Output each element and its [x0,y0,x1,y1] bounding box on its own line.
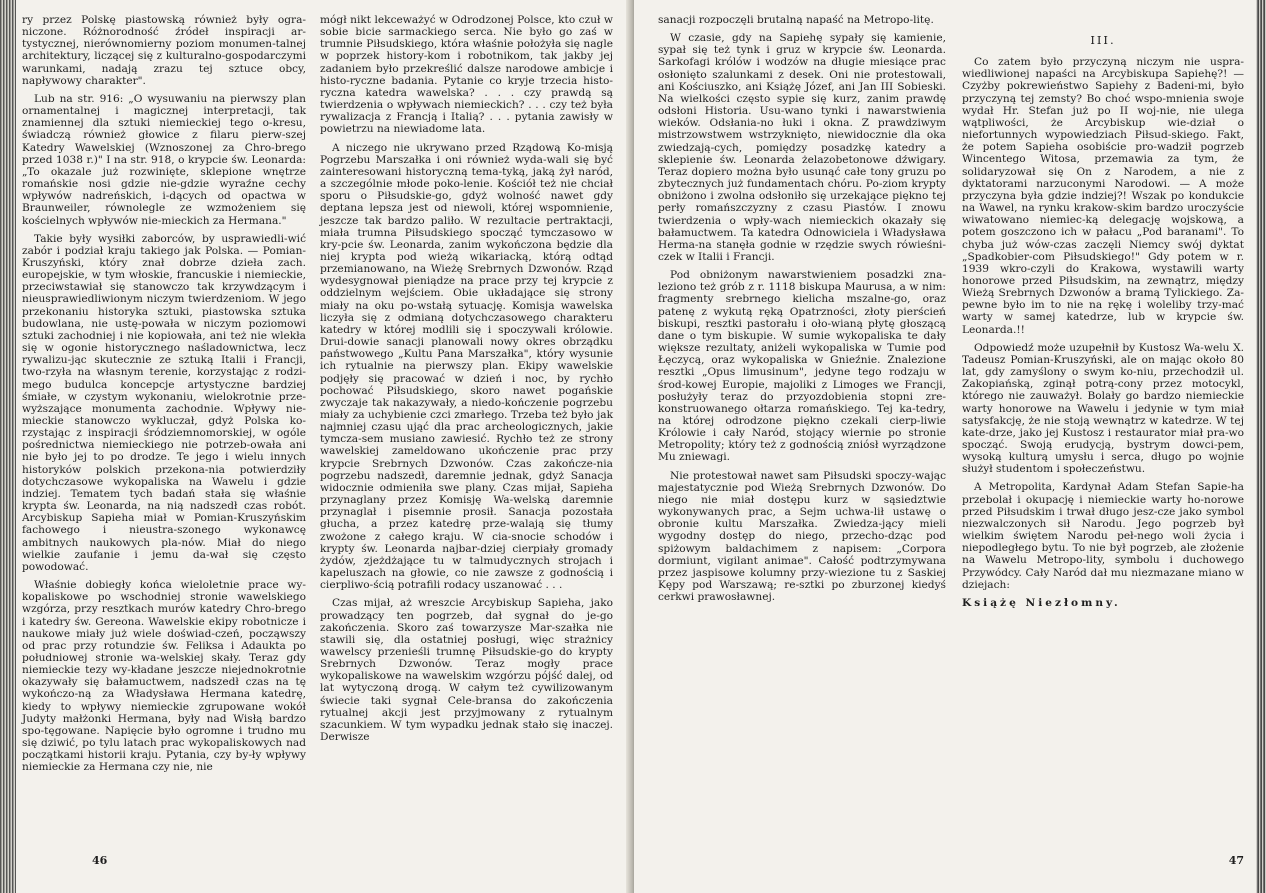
paragraph: W czasie, gdy na Sapiehę sypały się kamienie, sypał się też tynk i gruz w krypcie św. Leonarda. Sarkofagi królów i wodzów na długie miesiące prac osłonięto szalunkami z desek. Oni nie protestowali, ani Kościuszko, ani Książę Józef, ani Jan III Sobieski. Na wielkości często sypie się kurz, zanim prawdę odsłoni Historia. Usu-wano tynki i nawarstwienia wieków. Odsłania-no łuki i okna. Z prawdziwym mistrzowstwem wstrzyknięto, niewidocznie dla oka zwiedzają-cych, pomiędzy posadzkę katedry a sklepienie św. Leonarda żelazobetonowe dźwigary. Teraz dopiero można było usunąć całe tony gruzu po zbytecznych już fundamentach chóru. Po-ziom krypty obniżono i zwolna odsłoniło się urzekające piękno tej perły romańszczyzny z czasu Piastów. I znowu twierdzenia o wpły-wach niemieckich okazały się bałamuctwem. Ta katedra Odnowiciela i Władysława Herma-na stanęła godnie w rzędzie swych rówieśni-czek w Italii i Francji. [658,32,946,263]
paragraph: Nie protestował nawet sam Piłsudski spoczy-wając majestatycznie pod Wieżą Srebrnych Dzwonów. Do niego nie miał dostępu kurz w sąsiedztwie wykonywanych prac, a Sejm uchwa-lił ustawę o obronie kultu Marszałka. Zwiedza-jący mieli wygodny dostęp do niego, przecho-dząc pod spiżowym baldachimem z napisem: „Corpora dormiunt, vigilant animae". Całość podtrzymywana przez jaspisowe kolumny przy-wiezione tu z Saskiej Kępy pod Warszawą; re-sztki po zburzonej kiedyś cerkwi prawosławnej. [658,469,946,604]
paragraph: Takie były wysiłki zaborców, by usprawiedli-wić zabór i podział kraju takiego jak Polska. — Pomian-Kruszyński, który znał dobrze dzieła zach. europejskie, w tym włoskie, francuskie i niemieckie, przeciwstawiał się stanowczo tak krzywdzącym i nieusprawiedliwionym niczym twierdzeniom. W jego przekonaniu historyka sztuki, piastowska sztuka budowlana, nie ustę-powała w niczym poziomowi sztuki zachodniej i nie kopiowała, ani też nie wlekła się w ogonie historycznego naśladownictwa, lecz rywalizu-jąc skutecznie ze sztuką Italii i Francji, two-rzyła na własnym terenie, korzystając z rodzi-mego budulca koncepcje artystyczne bardziej śmiałe, w czystym wykonaniu, wielokrotnie prze-wyższające monumenta zachodnie. Wpływy nie-mieckie stanowczo wykluczał, gdyż Polska ko-rzystając z inspiracji śródziemnomorskiej, w ogóle pośrednictwa niemieckiego nie potrzeb-owała ani nie było jej to po drodze. Te jego i wielu innych historyków polskich przekona-nia potwierdziły dotychczasowe wykopaliska na Wawelu i gdzie indziej. Tematem tych badań stała się właśnie krypta św. Leonarda, na nią nadszedł czas robót. Arcybiskup Sapieha miał w Pomian-Kruszyńskim fachowego i nieustra-szonego wykonawcę ambitnych naukowych pla-nów. Miał do niego wielkie zaufanie i jemu da-wał się często powodować. [22,232,306,573]
right-page-column-1 [658,14,946,603]
left-page-column-1 [22,14,306,774]
paragraph: A Metropolita, Kardynał Adam Stefan Sapie-ha przebolał i okupację i niemieckie warty ho-norowe przed Piłsudskim i trwał długo jesz-cze jako symbol niezwalczonych sił Narodu. Jego pogrzeb był wielkim świętem Narodu peł-nego woli życia i niepodległego bytu. To nie był pogrzeb, ale złożenie na Wawelu Metropo-lity, symbolu i duchowego Przywódcy. Cały Naród dał mu niezmazane miano w dziejach: [962,481,1244,591]
paragraph: Odpowiedź może uzupełnił by Kustosz Wa-welu X. Tadeusz Pomian-Kruszyński, ale on mając około 80 lat, gdy zamyślony o swym ko-niu, przechodził ul. Zakopiańską, zginął potrą-cony przez motocykl, którego nie zauważył. Bolały go bardzo niemieckie warty honorowe na Wawelu i jedynie w tym miał satysfakcję, że nie stoją wewnątrz w katedrze. W tej kate-drze, jako jej Kustosz i restaurator miał pra-wo spocząć. Swoją erudycją, bystrym dowci-pem, wysoką kulturą umysłu i serca, długo po wojnie służył studentom i społeczeństwu. [962,341,1244,476]
page-number-left: 46 [92,854,108,867]
paragraph: Czas mijał, aż wreszcie Arcybiskup Sapieha, jako prowadzący ten pogrzeb, dał sygnał do je-go zakończenia. Skoro zaś towarzysze Mar-szałka nie stawili się, dla ostatniej posługi, więc strażnicy wawelscy przenieśli trumnę Piłsudskie-go do krypty Srebrnych Dzwonów. Teraz mogły prace wykopaliskowe na wawelskim wzgórzu pójść dalej, od lat wytyczoną drogą. W całym też cywilizowanym świecie taki sygnał Cele-bransa do zakończenia rytualnej akcji jest przyjmowany z rytualnym szacunkiem. W tym wypadku jednak stało się inaczej. Derwisze [320,597,613,744]
paragraph: sanacji rozpoczęli brutalną napaść na Metropo-litę. [658,14,934,26]
right-page [634,0,1266,893]
paragraph: Co zatem było przyczyną niczym nie uspra-wiedliwionej napaści na Arcybiskupa Sapiehę?! — Czyżby pokrewieństwo Sapiehy z Badeni-mi, było przyczyną tej zemsty? Bo choć wspo-mnienia swoje wydał Hr. Stefan już po II woj-nie, nie ulega wątpliwości, że Arcybiskup wie-dział o niefortunnych wypowiedziach Piłsud-skiego. Fakt, że potem Sapieha osobiście pro-wadził pogrzeb Wincentego Witosa, przemawia za tym, że solidaryzował się On z Narodem, a nie z dyktatorami narzuconymi Narodowi. — A może przyczyna była gdzie indziej?! Wszak po kondukcie na Wawel, na rynku krakow-skim bardzo uroczyście wiwatowano niemiec-ką delegację wojskową, a potem goszczono ich w pałacu „Pod baranami". To chyba już wów-czas zaczęli Niemcy swój dyktat „Spadkobier-com Piłsudskiego!" Gdy potem w r. 1939 wkro-czyli do Krakowa, wystawili warty honorowe przed Piłsudskim, na zewnątrz, między Wieżą Srebrnych Dzwonów a bramą Tylickiego. Za-pewne było im to nie na rękę i woleliby trzy-mać warty w samej katedrze, lub w krypcie św. Leonarda.!! [962,56,1244,336]
page-number-right: 47 [1228,854,1244,867]
paragraph: A niczego nie ukrywano przed Rządową Ko-misją Pogrzebu Marszałka i oni również wyda-wali się być zainteresowani historyczną tema-tyką, jaką żył naród, a szczególnie młode poko-lenie. Kościół też nie chciał sporu o Piłsudskie-go, gdyż wolność nawet gdy deptana lepsza jest od niewoli, której wspomnienie, jeszcze tak bardzo paliło. W rezultacie pertraktacji, miała trumna Piłsudskiego spocząć tymczasowo w kry-pcie św. Leonarda, zanim wykończona będzie dla niej krypta pod wieżą wikariacką, którą odtąd przemianowano, na Wieżę Srebrnych Dzwonów. Rząd wydesygnował pieniądze na prace przy tej krypcie z oddzielnym wejściem. Obie układające się strony miały na oku po-wstałą sytuację. Komisja wawelska liczyła się z odmianą dotychczasowego charakteru katedry w której modlili się i spoczywali królowie. Drui-dowie sanacji planowali nowy okres obrządku państwowego „Kultu Pana Marszałka", który wysunie ich rytualnie na pierwszy plan. Ekipy wawelskie podjęły się pracować w dzień i noc, by rychło pochować Piłsudskiego, skoro nawet pogańskie zwyczaje tak nakazywały, a niedo-kończenie pogrzebu miały za uchybienie czci zmarłego. Trzeba też było jak najmniej czasu ująć dla prac archeologicznych, jakie tymcza-sem musiano zawiesić. Rychło też ze strony wawelskiej zameldowano ukończenie prac przy krypcie Srebrnych Dzwonów. Czas zakończe-nia pogrzebu nadszedł, daremnie jednak, gdyż Sanacja widocznie odmieniła swe plany. Czas mijał, Sapieha przynaglany przez Komisję Wa-welską daremnie przynaglał i pisemnie prosił. Sanacja pozostała głucha, a przez katedrę prze-walają się tłumy zwożone z całego kraju. W cia-snocie schodów i krypty św. Leonarda najbar-dziej cierpiały gromady żydów, zjeżdżające tu w talmudycznych strojach i kapeluszach na głowie, co nie zawsze z godnością i cierpliwo-ścią potrafili rodacy uszanować . . . [320,141,613,592]
closing-phrase: Książę Niezłomny. [962,596,1121,609]
paragraph: ry przez Polskę piastowską również były ogra-niczone. Różnorodność źródeł inspiracji ar-tystycznej, nierównomierny poziom monumen-talnej architektury, liczącej się z kulturalno-gospodarczymi warunkami, nadają zrazu tej sztuce obcy, napływowy charakter". [22,14,306,87]
paragraph: Lub na str. 916: „O wysuwaniu na pierwszy plan ornamentalnej i magicznej interpretacji, tak znamiennej dla sztuki niemieckiej tego o-kresu, świadczą również głowice z filaru pierw-szej Katedry Wawelskiej (Wznoszonej za Chro-brego przed 1038 r.)" I na str. 918, o krypcie św. Leonarda: „To okazale już rozwinięte, sklepione wnętrze romańskie nosi gdzie nie-gdzie wyraźne cechy wpływów nadreńskich, i-dących od opactwa w Braunweiler, równolegle ze wzmożeniem się kościelnych wpływów nie-mieckich za Hermana." [22,92,306,227]
chapter-heading: III. [1090,33,1116,47]
left-page-column-2 [320,14,613,743]
paragraph: Pod obniżonym nawarstwieniem posadzki zna-leziono też grób z r. 1118 biskupa Maurusa, a w nim: fragmenty srebrnego kielicha mszalne-go, oraz patenę z wykutą ręką Opatrzności, złoty pierścień biskupi, resztki pastorału i oło-wianą płytę głoszącą dane o tym biskupie. W sumie wykopaliska te dały większe rezultaty, aniżeli wykopaliska w Tumie pod Łęczycą, oraz wykopaliska w Gnieźnie. Znalezione resztki „Opus limusinum", jedyne tego rodzaju w środ-kowej Europie, majoliki z Limoges we Francji, posłużyły teraz do przyozdobienia stopni zre-konstruowanego ołtarza romańskiego. Tej ka-tedry, na której odrodzone piękno czekali cierp-liwie Królowie i cały Naród, stojący wiernie po stronie Metropolity; który też z godnością zniósł wyrządzone Mu zniewagi. [658,269,946,464]
page-edge-left [0,0,16,893]
page-edge-right [1256,0,1266,893]
left-page [0,0,632,893]
right-page-column-2 [962,34,1244,609]
paragraph: Właśnie dobiegły końca wieloletnie prace wy-kopaliskowe po wschodniej stronie wawelskiego wzgórza, przy resztkach murów katedry Chro-brego i katedry św. Gereona. Wawelskie ekipy robotnicze i naukowe miały już wiele doświad-czeń, począwszy od prac przy rotundzie św. Feliksa i Adaukta po południowej stronie wa-welskiej skały. Teraz gdy niemieckie tezy wy-kładane jeszcze niejednokrotnie okazywały się bałamuctwem, nadszedł czas na tę wykończo-ną za Władysława Hermana katedrę, kiedy to wpływy niemieckie zgrupowane wokół Judyty małżonki Hermana, były nad Wisłą bardzo spo-tęgowane. Napięcie było ogromne i trudno mu się dziwić, po tylu latach prac wykopaliskowych nad początkami historii kraju. Pytania, czy by-ły wpływy niemieckie za Hermana czy nie, nie [22,579,306,774]
paragraph: mógł nikt lekceważyć w Odrodzonej Polsce, kto czuł w sobie bicie sarmackiego serca. Nie było go zaś w trumnie Piłsudskiego, która właśnie położyła się nagle w poprzek history-kom i robotnikom, tak jakby jej zadaniem było przekreślić dalsze narodowe ambicje i histo-ryczne badania. Pytanie co kryje trzecia histo-ryczna katedra wawelska? . . . czy prawdą są twierdzenia o wpływach niemieckich? . . . czy też była rywalizacja z Francją i Italią? . . . pytania zawisły w powietrzu na niewiadome lata. [320,14,613,136]
